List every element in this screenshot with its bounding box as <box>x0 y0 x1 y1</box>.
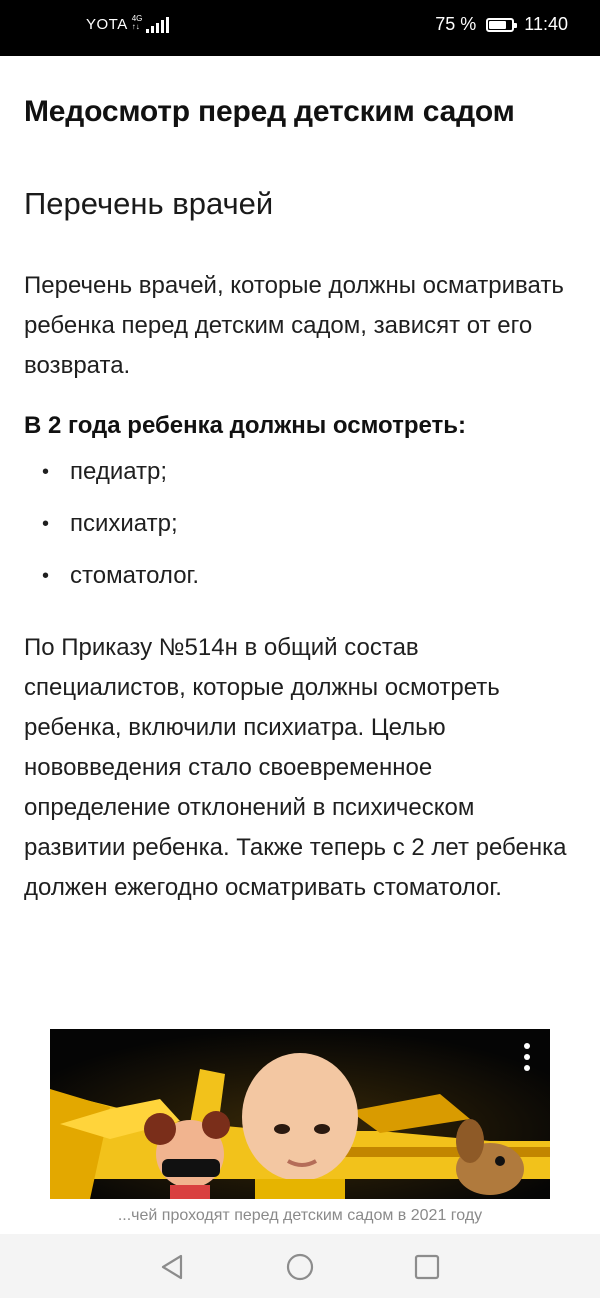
list-item-text: стоматолог. <box>70 562 200 589</box>
more-vertical-icon[interactable] <box>524 1043 530 1071</box>
video-thumbnail[interactable] <box>50 1029 550 1199</box>
battery-icon <box>486 18 514 32</box>
carrier-indicator <box>86 13 169 33</box>
list-item-text: педиатр; <box>70 458 168 485</box>
status-bar <box>0 0 600 56</box>
network-type-label: 4G <box>131 13 143 23</box>
carrier-name: YOTA <box>86 16 128 33</box>
doctor-list <box>24 452 580 608</box>
list-item <box>24 556 580 608</box>
intro-paragraph: Перечень врачей, которые должны осматривать ребенка перед детским садом, зависят от его возврата. <box>24 272 564 379</box>
list-item <box>24 504 580 556</box>
recent-square-icon[interactable] <box>412 1252 442 1282</box>
article-title: Медосмотр перед детским садом <box>24 95 515 128</box>
network-activity: ↑↓ <box>131 21 140 31</box>
signal-icon <box>146 17 169 33</box>
cartoon-illustration <box>50 1029 550 1199</box>
home-circle-icon[interactable] <box>285 1252 315 1282</box>
battery-percent: 75 % <box>435 14 477 34</box>
media-caption: ...чей проходят перед детским садом в 2021 году <box>117 1207 483 1224</box>
battery-fill <box>489 21 506 29</box>
back-triangle-icon[interactable] <box>158 1252 188 1282</box>
bullet-icon: • <box>42 565 50 587</box>
navigation-bar <box>0 1234 600 1298</box>
section-heading: Перечень врачей <box>24 186 274 221</box>
clock: 11:40 <box>524 14 568 34</box>
bullet-icon: • <box>42 461 50 483</box>
network-type <box>132 15 143 31</box>
bullet-icon: • <box>42 513 50 535</box>
status-right <box>435 14 568 35</box>
list-item <box>24 452 580 504</box>
article <box>24 72 580 908</box>
list-item-text: психиатр; <box>70 510 178 537</box>
body-paragraph: По Приказу №514н в общий состав специалистов, которые должны осмотреть ребенка, включили психиатра. Целью нововведения стало своевременное определение отклонений в психическом развитии ребенка. Также теперь с 2 лет ребенка должен ежегодно осматривать стоматолог. <box>24 634 567 901</box>
list-heading: В 2 года ребенка должны осмотреть: <box>24 412 467 439</box>
